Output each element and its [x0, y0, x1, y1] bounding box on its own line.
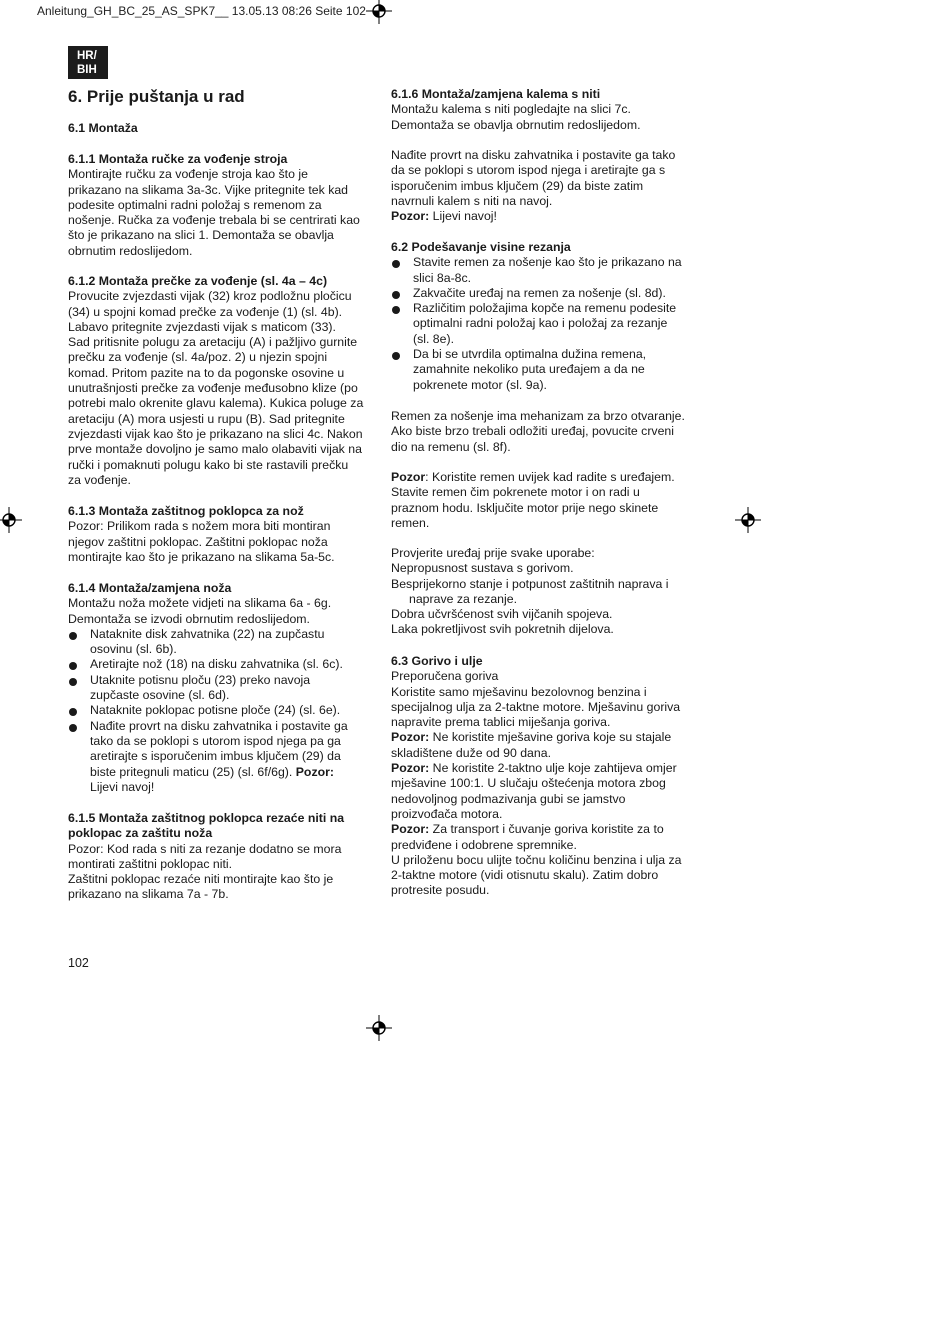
list-item-text: biste pritegnuli maticu (25) (sl. 6f/6g). — [90, 764, 293, 779]
paragraph-line: Montažu kalema s niti pogledajte na slici 7c. — [391, 102, 631, 117]
bullet-icon — [69, 724, 77, 732]
list-item — [68, 703, 374, 718]
paragraph-line: Stavite remen čim pokrenete motor i on radi u — [391, 485, 640, 500]
section-6-1-2-heading: 6.1.2 Montaža prečke za vođenje (sl. 4a – 4c) — [68, 274, 328, 288]
language-badge — [68, 46, 108, 79]
bullet-icon — [69, 632, 77, 640]
language-badge-line2: BIH — [77, 64, 97, 76]
registration-mark-icon — [735, 507, 761, 533]
paragraph-line: Montirajte ručku za vođenje stroja kao što je — [68, 167, 308, 182]
paragraph-line: praznom hodu. Isključite motor prije nego skinete — [391, 500, 659, 515]
paragraph-line: Nađite provrt na disku zahvatnika i postavite ga tako — [391, 148, 676, 162]
section-6-1-3-heading: 6.1.3 Montaža zaštitnog poklopca za nož — [68, 504, 304, 518]
bullet-icon — [392, 306, 400, 314]
list-item-line: Stavite remen za nošenje kao što je prikazano na — [413, 255, 682, 270]
paragraph-line: Demontaža se izvodi obrnutim redoslijedom. — [68, 611, 310, 626]
paragraph-line: skladištene duže od 90 dana. — [391, 745, 551, 760]
warning-line — [391, 470, 697, 485]
page-number: 102 — [68, 956, 89, 970]
paragraph-line: U priloženu bocu ulijte točnu količinu benzina i ulja za — [391, 852, 682, 867]
paragraph-line: (34) u spojni komad prečke za vođenje (1) (sl. 4b). — [68, 304, 343, 319]
paragraph-line: predviđene i odobrene spremnike. — [391, 837, 577, 852]
paragraph-line: montirati zaštitni poklopac niti. — [68, 856, 233, 871]
warning-label: Pozor: — [391, 209, 430, 224]
warning-text: Ne koristite 2-taktno ulje koje zahtijeva omjer — [429, 761, 677, 776]
section-6-1-heading: 6.1 Montaža — [68, 121, 138, 135]
registration-mark-icon — [0, 507, 22, 533]
paragraph-line: Ako biste brzo trebali odložiti uređaj, povucite crveni — [391, 424, 674, 439]
list-item-line: Aretirajte nož (18) na disku zahvatnika (sl. 6c). — [90, 657, 343, 672]
paragraph-line: specijalnog ulja za 2-taktne motore. Mješavinu goriva — [391, 699, 681, 714]
warning-line — [391, 761, 697, 776]
paragraph-line: Sad pritisnite polugu za aretaciju (A) i pažljivo gurnite — [68, 335, 358, 350]
warning-label: Pozor — [391, 470, 426, 484]
paragraph-line: prve montaže dovoljno je samo malo olabaviti vijak na — [68, 442, 362, 457]
list-item-line: slici 8a-8c. — [413, 270, 472, 285]
section-6-3-heading: 6.3 Gorivo i ulje — [391, 654, 483, 668]
paragraph-line: dio na remenu (sl. 8f). — [391, 439, 511, 454]
paragraph-line: Demontaža se obavlja obrnutim redoslijedom. — [391, 117, 641, 132]
list-item — [68, 627, 374, 658]
list-item — [391, 286, 697, 301]
bullet-icon — [69, 708, 77, 716]
list-item — [391, 301, 697, 347]
paragraph-line: Pozor: Kod rada s niti za rezanje dodatno se mora — [68, 841, 342, 856]
paragraph-line: potrebi malo okrenite glavu kalema). Kukica poluge za — [68, 396, 364, 411]
paragraph-line: Provjerite uređaj prije svake uporabe: — [391, 546, 595, 560]
section-6-1-6-heading: 6.1.6 Montaža/zamjena kalema s niti — [391, 87, 601, 101]
quick-release-paragraph — [391, 409, 697, 455]
bullet-icon — [392, 291, 400, 299]
paragraph-line: komad. Pritom pazite na to da pogonske osovine u — [68, 365, 345, 380]
registration-mark-icon — [366, 0, 392, 24]
paragraph-line: obrnutim redoslijedom. — [68, 243, 193, 258]
paragraph-line: prikazano na slikama 7a - 7b. — [68, 887, 229, 902]
list-item-line: Lijevi navoj! — [90, 779, 155, 794]
section-6-1-6-mounting — [391, 148, 697, 224]
bullet-icon — [69, 662, 77, 670]
paragraph-line: Besprijekorno stanje i potpunost zaštitnih naprava i — [391, 576, 669, 591]
print-slug: Anleitung_GH_BC_25_AS_SPK7__ 13.05.13 08:26 Seite 102 — [37, 4, 366, 18]
warning-line — [391, 730, 697, 745]
list-item-line: osovinu (sl. 6b). — [90, 642, 177, 657]
section-6-2 — [391, 240, 697, 393]
bullet-icon — [69, 678, 77, 686]
paragraph-line: Montažu noža možete vidjeti na slikama 6a - 6g. — [68, 596, 332, 611]
paragraph-line: Laka pokretljivost svih pokretnih dijelova. — [391, 622, 614, 637]
list-item — [391, 255, 697, 286]
warning-label: Pozor: — [391, 822, 430, 837]
list-item-line: Nataknite disk zahvatnika (22) na zupčastu — [90, 626, 325, 641]
paragraph-line: zvjezdasti vijak kao što je prikazano na slici 4c. Nakon — [68, 426, 363, 441]
paragraph-line: nedovoljnog podmazivanja gubi se jamstvo — [391, 791, 626, 806]
paragraph-line: za vođenje. — [68, 472, 131, 487]
paragraph-line: napravite prema tablici miješanja goriva. — [391, 715, 611, 730]
paragraph-line: proizvođača motora. — [391, 806, 503, 821]
list-item — [68, 673, 374, 704]
list-item-line: Nataknite poklopac potisne ploče (24) (sl. 6e). — [90, 703, 341, 718]
list-item — [68, 657, 374, 672]
list-item — [68, 719, 374, 795]
harness-warning-paragraph — [391, 470, 697, 531]
list-item-line: aretirajte s isporučenim imbus ključem (29) da — [90, 749, 341, 764]
paragraph-line: protresite posudu. — [391, 883, 490, 898]
section-6-1-6 — [391, 87, 697, 133]
list-item-line: Utaknite potisnu ploču (23) preko navoja — [90, 672, 311, 687]
warning-line — [391, 822, 697, 837]
pre-use-check-paragraph — [391, 546, 697, 638]
paragraph-line: nošenje. Ručka za vođenje trebala bi se centrirati kao — [68, 213, 360, 228]
paragraph-line: Provucite zvjezdasti vijak (32) kroz podložnu pločicu — [68, 289, 352, 304]
language-badge-line1: HR/ — [77, 50, 97, 62]
section-6-1-4 — [68, 581, 374, 795]
section-6-1-4-heading: 6.1.4 Montaža/zamjena noža — [68, 581, 232, 595]
paragraph-line: 2-taktne motore (vidi otisnutu skalu). Zatim dobro — [391, 868, 659, 883]
paragraph-line: podesite optimalni radni položaj s remenom za — [68, 197, 322, 212]
bullet-icon — [392, 260, 400, 268]
list-item — [391, 347, 697, 393]
registration-mark-icon — [366, 1015, 392, 1041]
paragraph-line: prečku za vođenje (sl. 4a/poz. 2) u njezin spojni — [68, 350, 328, 365]
paragraph-line: mješavine 100:1. U slučaju oštećenja motora zbog — [391, 776, 666, 791]
paragraph-line: što je prikazano na slici 1. Demontaža se obavlja — [68, 228, 334, 243]
list-item-line: Različitim položajima kopče na remenu podesite — [413, 301, 677, 316]
paragraph-line: unutrašnjosti prečke za vođenje međusobno klize (po — [68, 381, 358, 396]
section-6-1-5 — [68, 811, 374, 903]
list-item-line: zamahnite nekoliko puta uređajem a da ne — [413, 362, 645, 377]
paragraph-line: njegov zaštitni poklopac. Zaštitni poklopac noža — [68, 534, 328, 549]
section-6-1-1 — [68, 152, 374, 259]
warning-label: Pozor: — [391, 730, 430, 745]
paragraph-line: Labavo pritegnite zvjezdasti vijak s maticom (33). — [68, 319, 336, 334]
paragraph-line: isporučenim imbus ključem (29) da biste zatim — [391, 178, 644, 193]
paragraph-line: da se poklopi s utorom ispod njega i aretirajte ga s — [391, 163, 666, 178]
list-item-line: (sl. 8e). — [413, 331, 454, 346]
page-title: 6. Prije puštanja u rad — [68, 87, 245, 106]
paragraph-line: Zaštitni poklopac rezaće niti montirajte kao što je — [68, 872, 334, 887]
warning-text: Za transport i čuvanje goriva koristite za to — [429, 822, 664, 837]
paragraph-line: aretaciju (A) mora usjesti u rupu (B). Sad pritegnite — [68, 411, 345, 426]
paragraph-line: Pozor: Prilikom rada s nožem mora biti montiran — [68, 519, 331, 534]
paragraph-line: montirajte kao što je prikazano na slikama 5a-5c. — [68, 549, 335, 564]
section-6-1-1-heading: 6.1.1 Montaža ručke za vođenje stroja — [68, 152, 288, 166]
list-item-line: Da bi se utvrdila optimalna dužina remena, — [413, 347, 647, 362]
section-6-1-2 — [68, 274, 374, 488]
warning-text: Lijevi navoj! — [429, 209, 497, 224]
warning-line — [391, 209, 697, 224]
paragraph-line: Nepropusnost sustava s gorivom. — [391, 561, 574, 576]
warning-text: Ne koristite mješavine goriva koje su stajale — [429, 730, 672, 745]
paragraph-line: Dobra učvršćenost svih vijčanih spojeva. — [391, 607, 613, 622]
section-6-3 — [391, 654, 697, 899]
section-6-1-5-heading: poklopac za zaštitu noža — [68, 826, 213, 841]
subheading: Preporučena goriva — [391, 669, 499, 684]
list-item-line: zupčaste osovine (sl. 6d). — [90, 688, 230, 703]
bullet-icon — [392, 352, 400, 360]
warning-label: Pozor: — [391, 761, 430, 776]
list-item-line — [90, 765, 374, 780]
paragraph-line: remen. — [391, 515, 430, 530]
section-6-1-3 — [68, 504, 374, 565]
paragraph-line: prikazano na slikama 3a-3c. Vijke pritegnite tek kad — [68, 182, 349, 197]
section-6-1-5-heading: 6.1.5 Montaža zaštitnog poklopca rezaće niti na — [68, 811, 345, 825]
list-item-line: Nađite provrt na disku zahvatnika i postavite ga — [90, 718, 348, 733]
list-item-line: Zakvačite uređaj na remen za nošenje (sl. 8d). — [413, 285, 666, 300]
paragraph-line: navrnuli kalem s niti na navoj. — [391, 193, 553, 208]
warning-text: : Koristite remen uvijek kad radite s uređajem. — [425, 470, 675, 484]
list-item-line: pokrenete motor (sl. 9a). — [413, 377, 547, 392]
section-6-2-heading: 6.2 Podešavanje visine rezanja — [391, 240, 571, 254]
list-item-line: tako da se poklopi s utorom ispod njega pa ga — [90, 733, 341, 748]
paragraph-line: Koristite samo mješavinu bezolovnog benzina i — [391, 684, 647, 699]
paragraph-line: Remen za nošenje ima mehanizam za brzo otvaranje. — [391, 409, 685, 423]
paragraph-line: ručki i pomaknuti polugu kako bi ste rastavili prečku — [68, 457, 349, 472]
paragraph-line: napravе za rezanje. — [409, 591, 518, 606]
warning-label: Pozor: — [295, 764, 334, 779]
list-item-line: optimalni radni položaj kao i položaj za rezanje — [413, 316, 668, 331]
